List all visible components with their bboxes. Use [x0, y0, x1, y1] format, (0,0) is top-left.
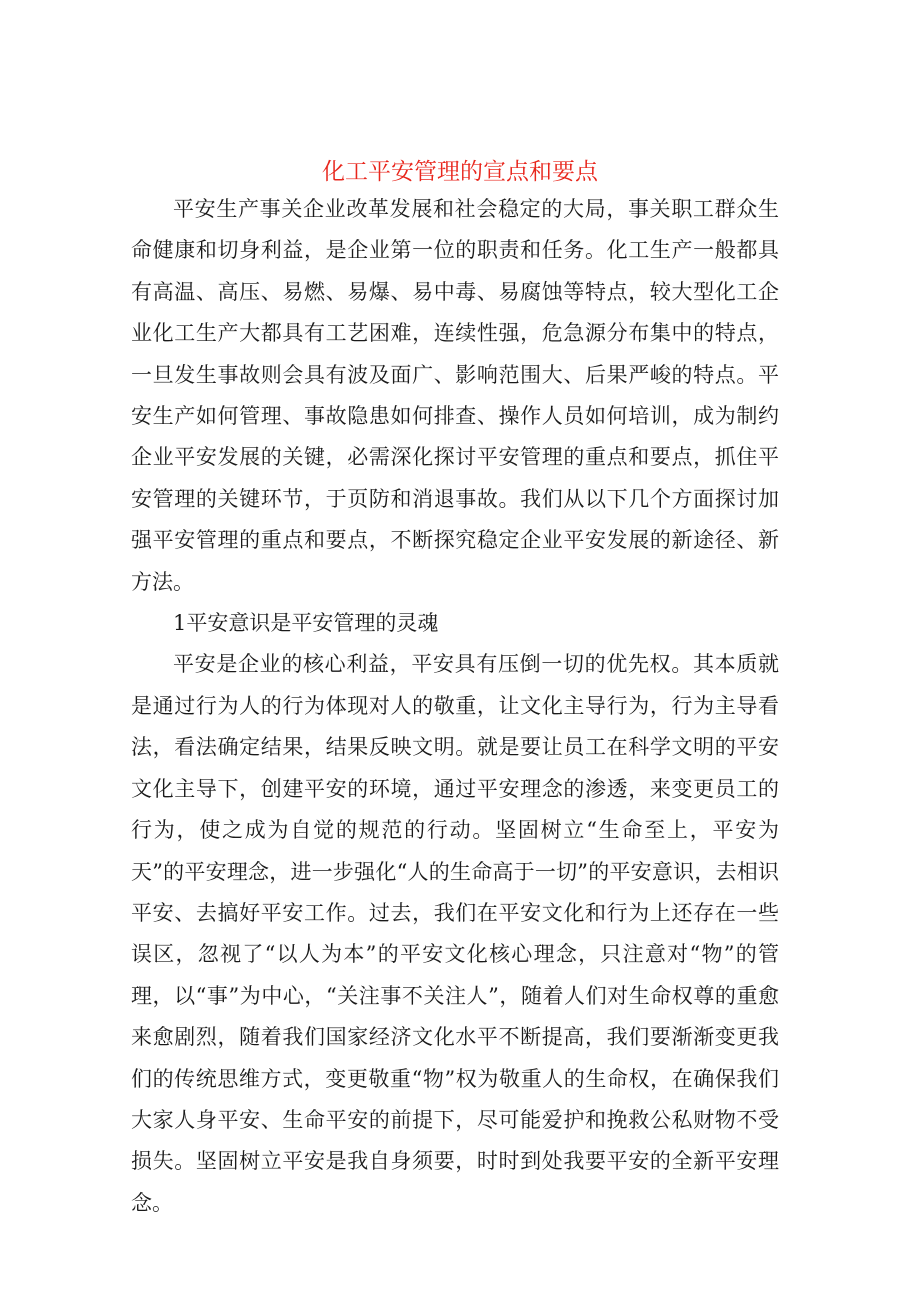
- intro-paragraph: 平安生产事关企业改革发展和社会稳定的大局，事关职工群众生命健康和切身利益，是企业第一位的职责和任务。化工生产一般都具有高温、高压、易燃、易爆、易中毒、易腐蚀等特点，较大型化工企业化工生产大都具有工艺困难，连续性强，危急源分布集中的特点，一旦发生事故则会具有波及面广、影响范围大、后果严峻的特点。平安生产如何管理、事故隐患如何排查、操作人员如何培训，成为制约企业平安发展的关键，必需深化探讨平安管理的重点和要点，抓住平安管理的关键环节，于页防和消退事故。我们从以下几个方面探讨加强平安管理的重点和要点，不断探究稳定企业平安发展的新途径、新方法。: [131, 197, 779, 594]
- document-body: [131, 189, 779, 1224]
- section-paragraph: 平安是企业的核心利益，平安具有压倒一切的优先权。其本质就是通过行为人的行为体现对人的敬重，让文化主导行为，行为主导看法，看法确定结果，结果反映文明。就是要让员工在科学文明的平安文化主导下，创建平安的环境，通过平安理念的渗透，来变更员工的行为，使之成为自觉的规范的行动。坚固树立“生命至上，平安为天”的平安理念，进一步强化“人的生命高于一切”的平安意识，去相识平安、去搞好平安工作。过去，我们在平安文化和行为上还存在一些误区，忽视了“以人为本”的平安文化核心理念，只注意对“物”的管理，以“事”为中心，“关注事不关注人”，随着人们对生命权尊的重愈来愈剧烈，随着我们国家经济文化水平不断提高，我们要渐渐变更我们的传统思维方式，变更敬重“物”权为敬重人的生命权，在确保我们大家人身平安、生命平安的前提下，尽可能爱护和挽救公私财物不受损失。坚固树立平安是我自身须要，时时到处我要平安的全新平安理念。: [131, 652, 779, 1215]
- section-heading: 1平安意识是平安管理的灵魂: [173, 611, 439, 636]
- document-title: 化工平安管理的宣点和要点: [322, 159, 598, 185]
